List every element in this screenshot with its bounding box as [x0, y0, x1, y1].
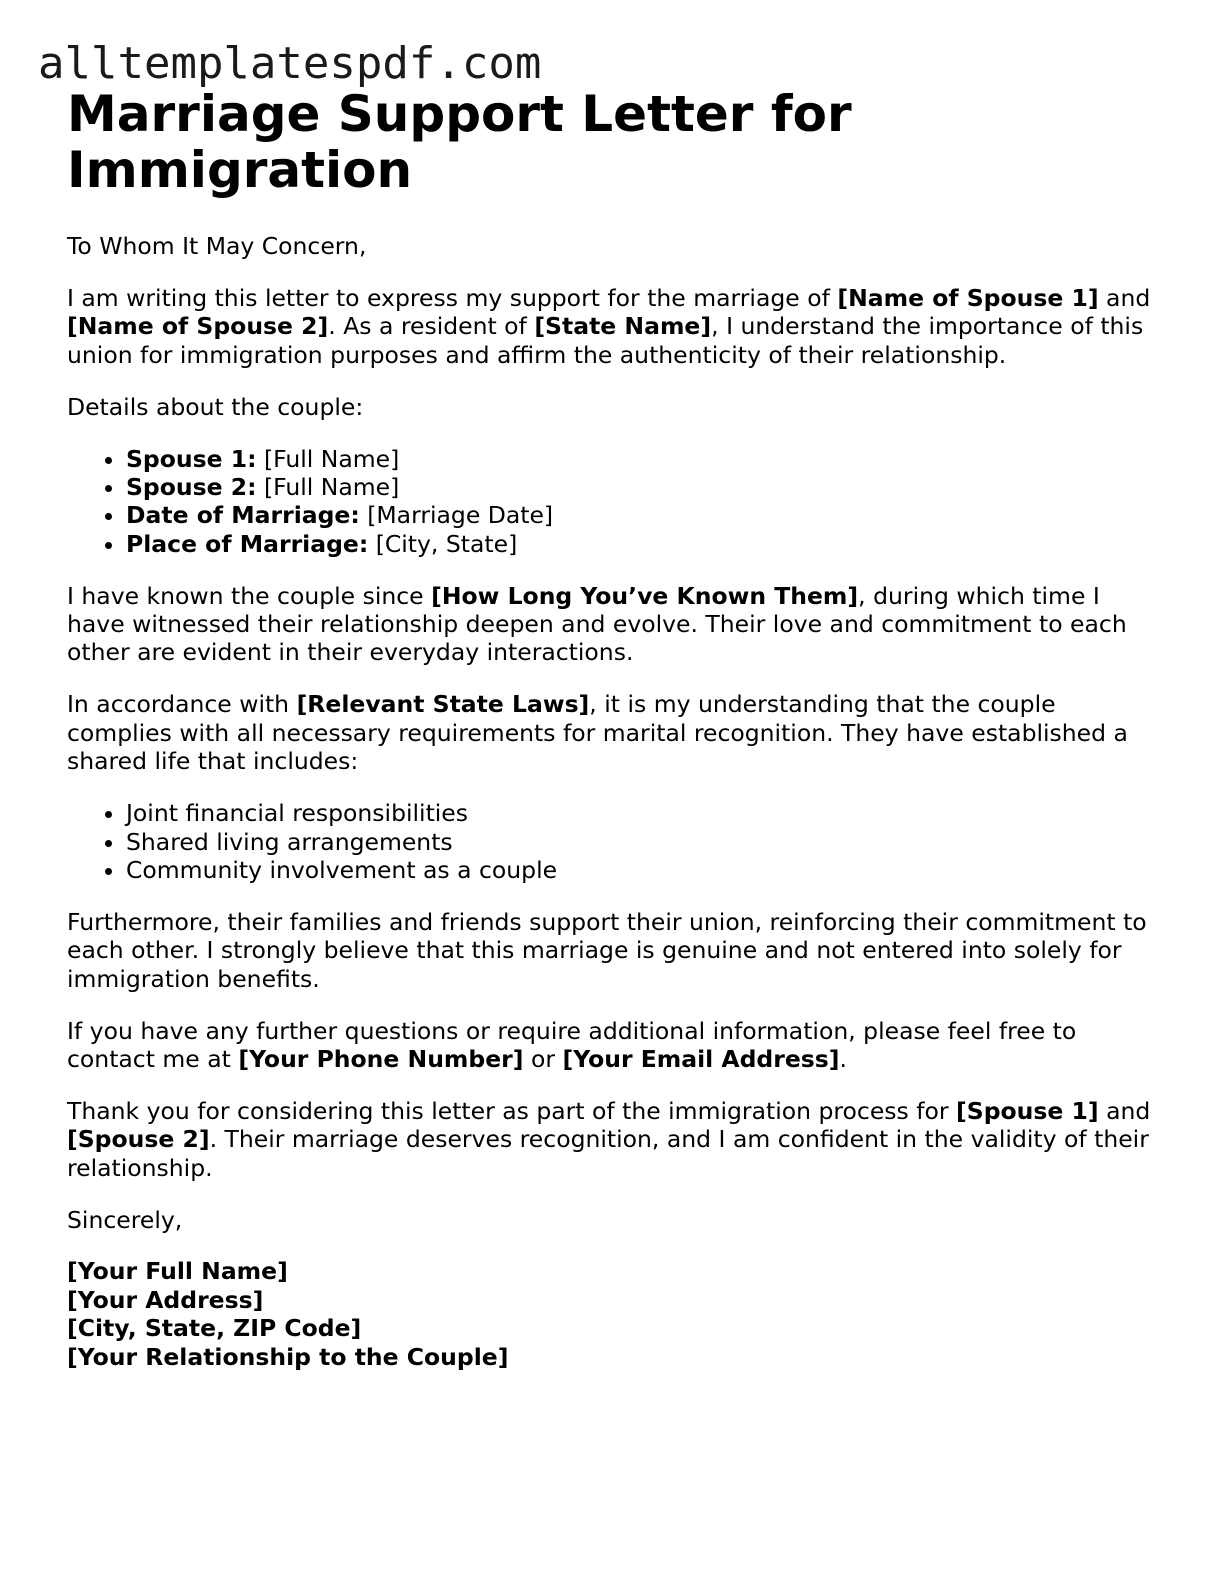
list-item: • Shared living arrangements	[126, 828, 1157, 856]
page-title: Marriage Support Letter for Immigration	[67, 85, 852, 199]
list-item: • Spouse 1: [Full Name]	[126, 445, 1157, 473]
signature-address: [Your Address]	[67, 1285, 264, 1314]
details-list	[67, 445, 1157, 559]
laws-paragraph: In accordance with [Relevant State Laws], it is my understanding that the couple complies with all necessary requirements for marital recognition. They have established a shared life that includes:	[67, 690, 1128, 776]
known-paragraph: I have known the couple since [How Long You’ve Known Them], during which time I have witnessed their relationship deepen and evolve. Their love and commitment to each other are evident in their everyday interactions.	[67, 581, 1127, 667]
signature-city: [City, State, ZIP Code]	[67, 1314, 362, 1343]
thanks-paragraph: Thank you for considering this letter as part of the immigration process for [Spouse 1] and [Spouse 2]. Their marriage deserves recognition, and I am confident in the validity of their relationship.	[67, 1096, 1151, 1182]
spouse1-placeholder: [Name of Spouse 1]	[837, 283, 1099, 312]
list-item: • Date of Marriage: [Marriage Date]	[126, 501, 1157, 529]
laws-placeholder: [Relevant State Laws]	[296, 690, 590, 719]
salutation: To Whom It May Concern,	[67, 232, 367, 260]
spouse2-placeholder: [Name of Spouse 2]	[67, 312, 329, 341]
list-item: • Joint financial responsibilities	[126, 799, 1157, 827]
signature-relationship: [Your Relationship to the Couple]	[67, 1342, 509, 1371]
intro-paragraph: I am writing this letter to express my support for the marriage of [Name of Spouse 1] and [Name of Spouse 2]. As a resident of [State Name], I understand the importance of this union for immigration purposes and affirm the authenticity of their relationship.	[67, 283, 1151, 369]
spouse2-short-placeholder: [Spouse 2]	[67, 1125, 210, 1154]
letter-page	[67, 86, 1157, 1371]
watermark: alltemplatespdf.com	[38, 38, 542, 89]
signature-name: [Your Full Name]	[67, 1257, 288, 1286]
furthermore-paragraph: Furthermore, their families and friends support their union, reinforcing their commitment to each other. I strongly believe that this marriage is genuine and not entered into solely for immigration benefits.	[67, 907, 1147, 993]
list-item: • Community involvement as a couple	[126, 856, 1157, 884]
closing: Sincerely,	[67, 1205, 183, 1234]
duration-placeholder: [How Long You’ve Known Them]	[431, 581, 859, 610]
contact-paragraph: If you have any further questions or require additional information, please feel free to contact me at [Your Phone Number] or [Your Email Address].	[67, 1016, 1077, 1073]
list-item: • Place of Marriage: [City, State]	[126, 530, 1157, 558]
shared-life-list	[67, 799, 1157, 884]
phone-placeholder: [Your Phone Number]	[238, 1044, 524, 1073]
details-heading: Details about the couple:	[67, 392, 364, 421]
state-placeholder: [State Name]	[534, 312, 712, 341]
letter-body	[67, 232, 1157, 1371]
email-placeholder: [Your Email Address]	[562, 1044, 840, 1073]
list-item: • Spouse 2: [Full Name]	[126, 473, 1157, 501]
signature-block	[67, 1257, 1157, 1371]
spouse1-short-placeholder: [Spouse 1]	[956, 1096, 1099, 1125]
